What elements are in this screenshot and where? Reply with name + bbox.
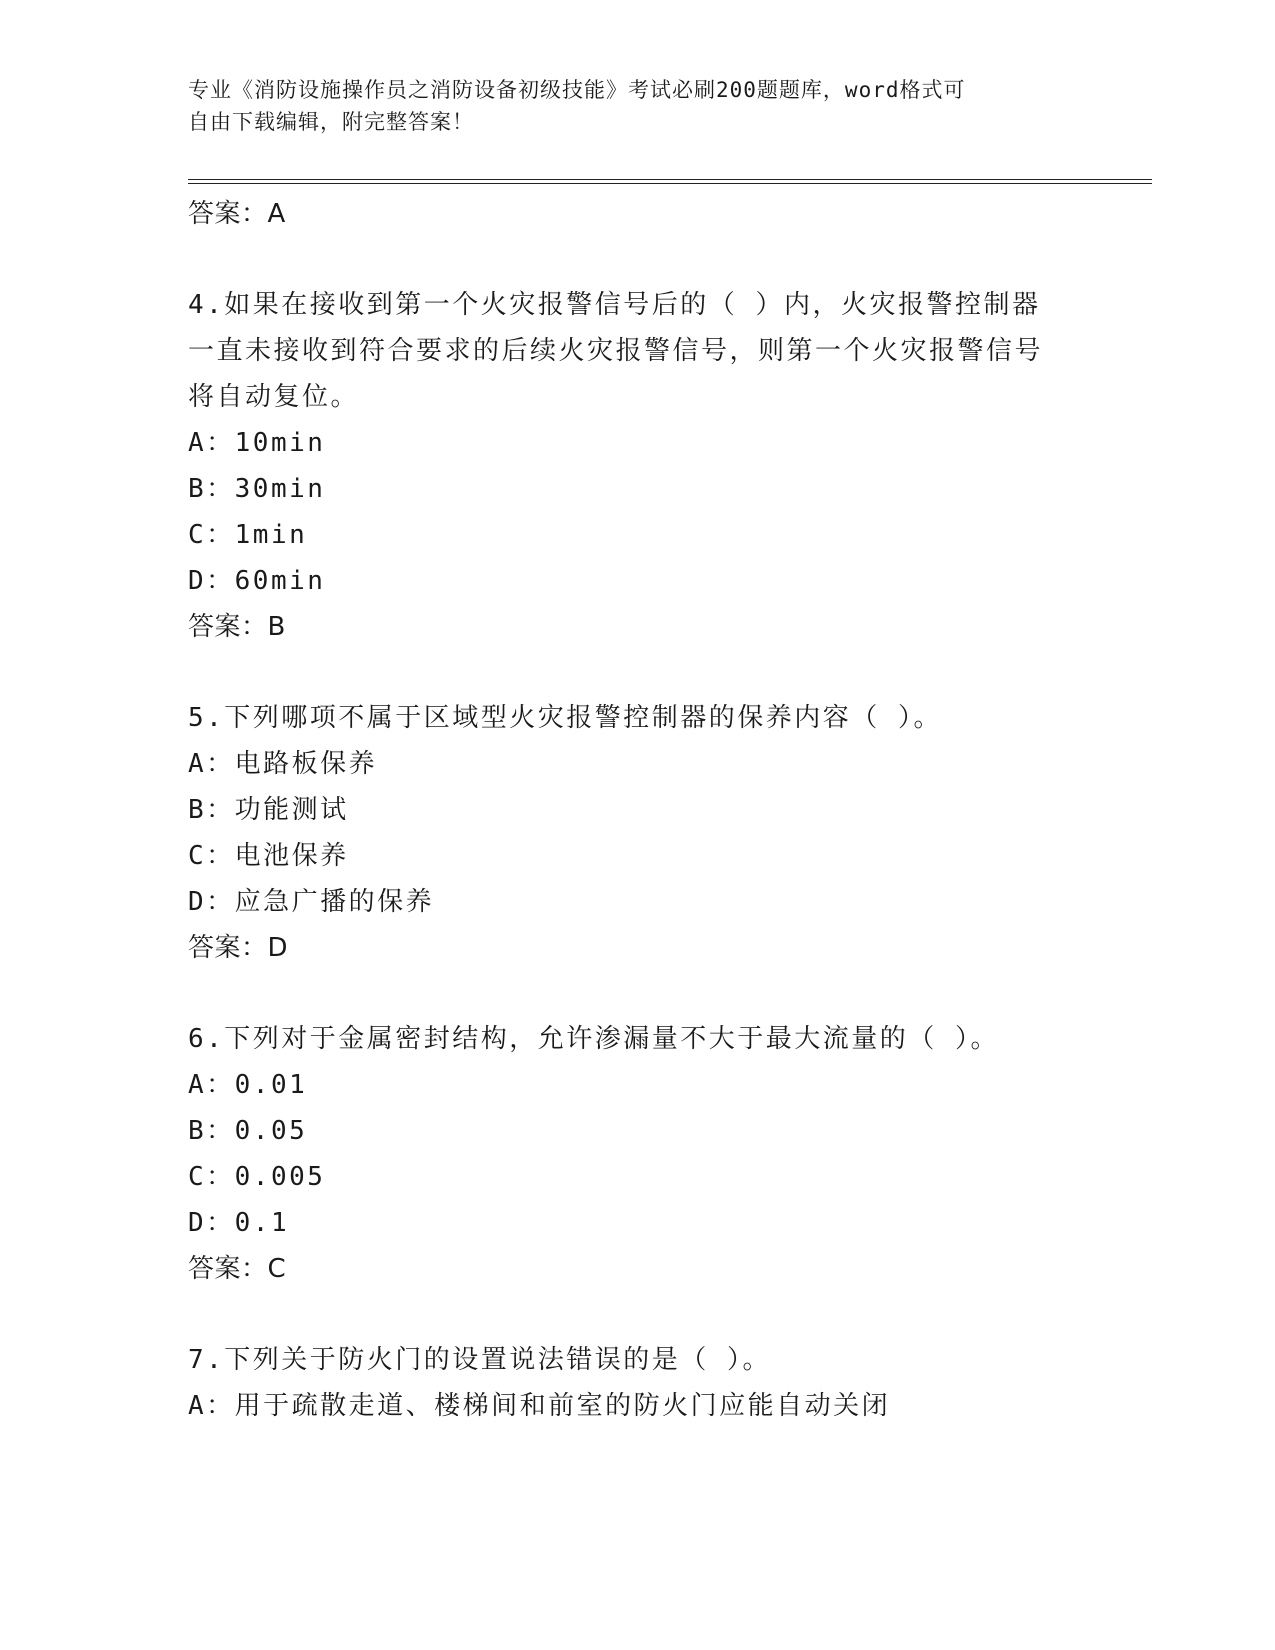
question-4-text-line-2: 一直未接收到符合要求的后续火灾报警信号，则第一个火灾报警信号	[188, 336, 1044, 366]
question-6	[188, 1016, 1108, 1292]
question-5-text-line-1: 5.下列哪项不属于区域型火灾报警控制器的保养内容（ ）。	[188, 703, 942, 733]
header-divider-top	[188, 179, 1152, 180]
question-5-option-b: B：功能测试	[188, 795, 349, 825]
question-4-option-b: B：30min	[188, 474, 326, 504]
question-5-answer: 答案：D	[188, 933, 289, 963]
spacer	[188, 237, 1108, 282]
question-4-option-a: A：10min	[188, 428, 326, 458]
header-line-1: 专业《消防设施操作员之消防设备初级技能》考试必刷200题题库，word格式可	[188, 78, 966, 102]
question-6-answer: 答案：C	[188, 1254, 287, 1284]
question-4-text-line-3: 将自动复位。	[188, 382, 360, 412]
header-divider-bottom	[188, 183, 1152, 184]
question-6-text-line-1: 6.下列对于金属密封结构，允许渗漏量不大于最大流量的（ ）。	[188, 1024, 999, 1054]
question-4-option-d: D：60min	[188, 566, 326, 596]
question-6-option-b: B：0.05	[188, 1116, 308, 1146]
question-7-text-line-1: 7.下列关于防火门的设置说法错误的是（ ）。	[188, 1345, 771, 1375]
question-5-option-a: A：电路板保养	[188, 749, 378, 779]
question-6-option-d: D：0.1	[188, 1208, 290, 1238]
question-5-option-c: C：电池保养	[188, 841, 349, 871]
question-6-option-c: C：0.005	[188, 1162, 326, 1192]
spacer	[188, 650, 1108, 695]
question-4-option-c: C：1min	[188, 520, 308, 550]
question-6-option-a: A：0.01	[188, 1070, 308, 1100]
question-4	[188, 282, 1108, 650]
spacer	[188, 971, 1108, 1016]
question-7	[188, 1337, 1108, 1429]
question-4-answer: 答案：B	[188, 612, 286, 642]
document-body	[188, 191, 1108, 1429]
spacer	[188, 1292, 1108, 1337]
header-line-2: 自由下载编辑，附完整答案！	[188, 110, 474, 134]
document-header	[188, 74, 1088, 138]
question-4-text-line-1: 4.如果在接收到第一个火灾报警信号后的（ ）内，火灾报警控制器	[188, 290, 1041, 320]
question-5	[188, 695, 1108, 971]
answer-q3: 答案：A	[188, 199, 286, 229]
question-7-option-a: A：用于疏散走道、楼梯间和前室的防火门应能自动关闭	[188, 1391, 891, 1421]
question-5-option-d: D：应急广播的保养	[188, 887, 435, 917]
